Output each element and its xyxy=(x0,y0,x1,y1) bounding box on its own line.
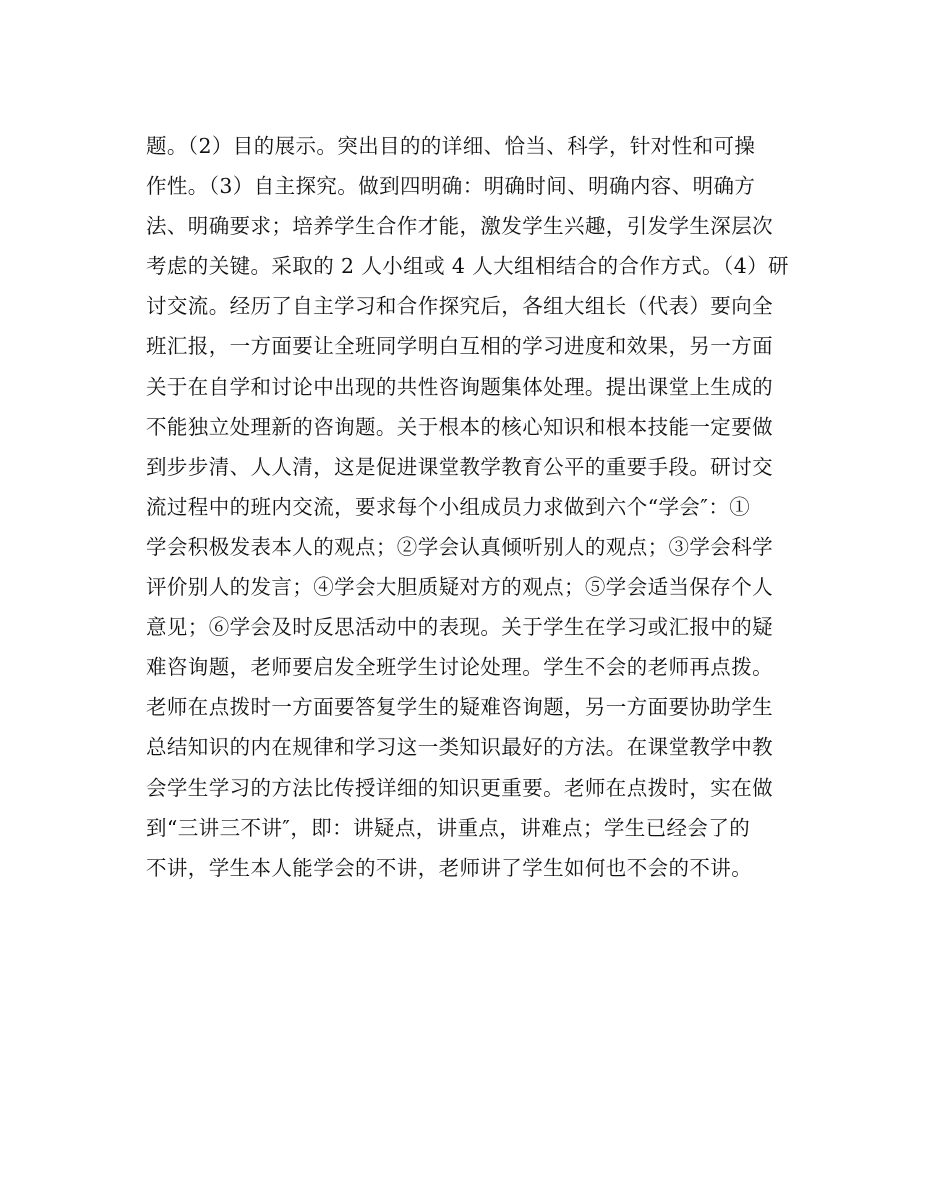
text-line: 意见；⑥学会及时反思活动中的表现。关于学生在学习或汇报中的疑 xyxy=(146,615,773,640)
text-line: 考虑的关键。采取的 2 人小组或 4 人大组相结合的合作方式。（4）研 xyxy=(146,254,789,279)
text-line: 流过程中的班内交流，要求每个小组成员力求做到六个“学会″：① xyxy=(146,494,751,519)
text-line: 不能独立处理新的咨询题。关于根本的核心知识和根本技能一定要做 xyxy=(146,414,773,439)
text-line: 难咨询题，老师要启发全班学生讨论处理。学生不会的老师再点拨。 xyxy=(146,655,773,680)
text-line: 到步步清、人人清，这是促进课堂教学教育公平的重要手段。研讨交 xyxy=(146,454,773,479)
text-line: 评价别人的发言；④学会大胆质疑对方的观点；⑤学会适当保存个人 xyxy=(146,575,773,600)
body-paragraph xyxy=(146,126,816,888)
text-line: 不讲，学生本人能学会的不讲，老师讲了学生如何也不会的不讲。 xyxy=(146,855,753,880)
text-line: 法、明确要求；培养学生合作才能，激发学生兴趣，引发学生深层次 xyxy=(146,214,773,239)
text-line: 老师在点拨时一方面要答复学生的疑难咨询题，另一方面要协助学生 xyxy=(146,695,773,720)
text-line: 作性。（3）自主探究。做到四明确：明确时间、明确内容、明确方 xyxy=(146,174,756,199)
text-line: 到“三讲三不讲″，即：讲疑点，讲重点，讲难点；学生已经会了的 xyxy=(146,815,751,840)
text-line: 讨交流。经历了自主学习和合作探究后，各组大组长（代表）要向全 xyxy=(146,294,773,319)
text-line: 总结知识的内在规律和学习这一类知识最好的方法。在课堂教学中教 xyxy=(146,735,773,760)
text-line: 关于在自学和讨论中出现的共性咨询题集体处理。提出课堂上生成的 xyxy=(146,374,773,399)
text-line: 学会积极发表本人的观点；②学会认真倾听别人的观点；③学会科学 xyxy=(146,534,773,559)
text-line: 会学生学习的方法比传授详细的知识更重要。老师在点拨时，实在做 xyxy=(146,775,773,800)
text-line: 班汇报，一方面要让全班同学明白互相的学习进度和效果，另一方面 xyxy=(146,334,773,359)
text-line: 题。（2）目的展示。突出目的的详细、恰当、科学，针对性和可操 xyxy=(146,134,756,158)
